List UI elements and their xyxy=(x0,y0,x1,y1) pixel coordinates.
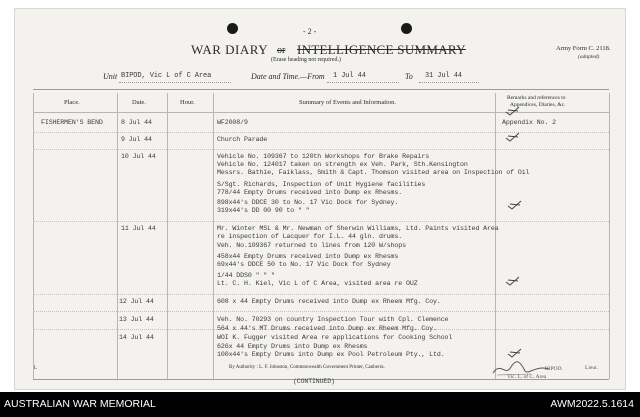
summary-line: Church Parade xyxy=(217,136,268,143)
title-or: or xyxy=(277,45,286,56)
stamp-area: Vic. L. of C. Area xyxy=(507,374,547,380)
col-place: Place. xyxy=(64,99,80,106)
summary-line: 319x44's DD 00 90 to " " xyxy=(217,207,310,214)
summary-line: Veh. No.109367 returned to lines from 120 W/shops xyxy=(217,242,406,249)
header-rule xyxy=(33,112,609,113)
punch-hole-right xyxy=(401,23,412,34)
summary-line: Veh. No. 70293 on country Inspection Tour with Cpl. Clemence xyxy=(217,316,449,323)
col-date: Date. xyxy=(132,99,146,106)
printer-authority: By Authority : L. F. Johnston, Commonwealth Government Printer, Canberra. xyxy=(229,365,385,370)
summary-line: 626x 44 Empty Drums into Dump ex Rhesms xyxy=(217,343,368,350)
date-time-label: Date and Time.—From xyxy=(251,72,325,81)
handwritten-tick-icon xyxy=(505,105,521,117)
summary-line: 778/44 Empty Drums received into Dump ex Rhesms. xyxy=(217,189,403,196)
page-number: - 2 - xyxy=(303,27,317,36)
summary-line: 898x44's DDCE 30 to No. 17 Vic Dock for Sydney. xyxy=(217,199,399,206)
summary-line: WF2008/9 xyxy=(217,119,248,126)
handwritten-tick-icon xyxy=(507,199,523,211)
table-top-rule xyxy=(33,89,609,90)
erase-note: (Erase heading not required.) xyxy=(271,57,341,63)
summary-line: Lt. C. H. Kiel, Vic L of C Area, visited area re OUZ xyxy=(217,280,418,287)
title-struck: INTELLIGENCE SUMMARY xyxy=(297,42,466,57)
summary-line: re inspection of Lacquer for I.L. 44 gln. drums. xyxy=(217,233,403,240)
col-remarks-1: Remarks and references to xyxy=(507,95,566,101)
date-entry: 11 Jul 44 xyxy=(121,225,156,232)
summary-line: 100x44's Empty Drums into Dump ex Pool Petroleum Pty., Ltd. xyxy=(217,351,445,358)
sheet-mark: L xyxy=(34,366,38,371)
date-entry: 10 Jul 44 xyxy=(121,153,156,160)
summary-line: S/Sgt. Richards, Inspection of Unit Hygiene facilities xyxy=(217,181,426,188)
handwritten-tick-icon xyxy=(505,275,521,287)
summary-line: Vehicle No. 109367 to 120th Workshops for Brake Repairs xyxy=(217,153,430,160)
title-main: WAR DIARY xyxy=(191,42,269,57)
stamp-unit: BIPOD. xyxy=(545,366,563,372)
summary-line: 69x44's DDCE 50 to No. 17 Vic Dock for Sydney xyxy=(217,261,391,268)
col-hour: Hour. xyxy=(180,99,195,106)
archive-name: AUSTRALIAN WAR MEMORIAL xyxy=(4,398,156,410)
to-label: To xyxy=(405,72,413,81)
summary-line: 1/44 DDS0 " " " xyxy=(217,272,275,279)
date-entry: 13 Jul 44 xyxy=(119,316,154,323)
summary-line: Messrs. Bathie, Faiklass, Smith & Capt. Thomson visited area on Inspection of Oil xyxy=(217,169,530,176)
adapted-note: (adapted) xyxy=(578,54,600,60)
remarks-entry: Appendix No. 2 xyxy=(502,119,556,126)
col-summary: Summary of Events and Information. xyxy=(299,99,396,106)
unit-label: Unit xyxy=(103,72,118,81)
handwritten-tick-icon xyxy=(507,347,523,359)
to-date: 31 Jul 44 xyxy=(425,72,462,80)
punch-hole-left xyxy=(227,23,238,34)
archive-footer xyxy=(0,392,640,417)
signature-rank: Lieut. xyxy=(585,365,598,371)
col-remarks-2: Appendices, Diaries, &c. xyxy=(510,102,566,108)
summary-line: 564 x 44's MT Drums received into Dump ex Rheem Mfg. Coy. xyxy=(217,325,437,332)
unit-value: BIPOD, Vic L of C Area xyxy=(121,72,212,80)
archive-reference: AWM2022.5.1614 xyxy=(550,398,634,410)
summary-line: WOI K. Fugger visited Area re applications for Cooking School xyxy=(217,334,453,341)
army-form-label: Army Form C. 2118. xyxy=(556,45,611,52)
summary-line: 458x44 Empty Drums received into Dump ex Rhesms xyxy=(217,253,399,260)
date-entry: 8 Jul 44 xyxy=(121,119,152,126)
date-entry: 14 Jul 44 xyxy=(119,334,154,341)
summary-line: Vehicle No. 124017 taken on strength ex Veh. Park, Sth.Kensington xyxy=(217,161,468,168)
continued-note: (CONTINUED) xyxy=(293,378,335,385)
summary-line: Mr. Winter MSL & Mr. Newman of Sherwin Williams, Ltd. Paints visited Area xyxy=(217,225,499,232)
date-entry: 9 Jul 44 xyxy=(121,136,152,143)
place-entry: FISHERMEN'S BEND xyxy=(41,119,103,126)
from-date: 1 Jul 44 xyxy=(333,72,366,80)
summary-line: 608 x 44 Empty Drums received into Dump ex Rheem Mfg. Coy. xyxy=(217,298,441,305)
date-entry: 12 Jul 44 xyxy=(119,298,154,305)
diary-sheet xyxy=(14,8,626,390)
handwritten-tick-icon xyxy=(505,131,521,143)
